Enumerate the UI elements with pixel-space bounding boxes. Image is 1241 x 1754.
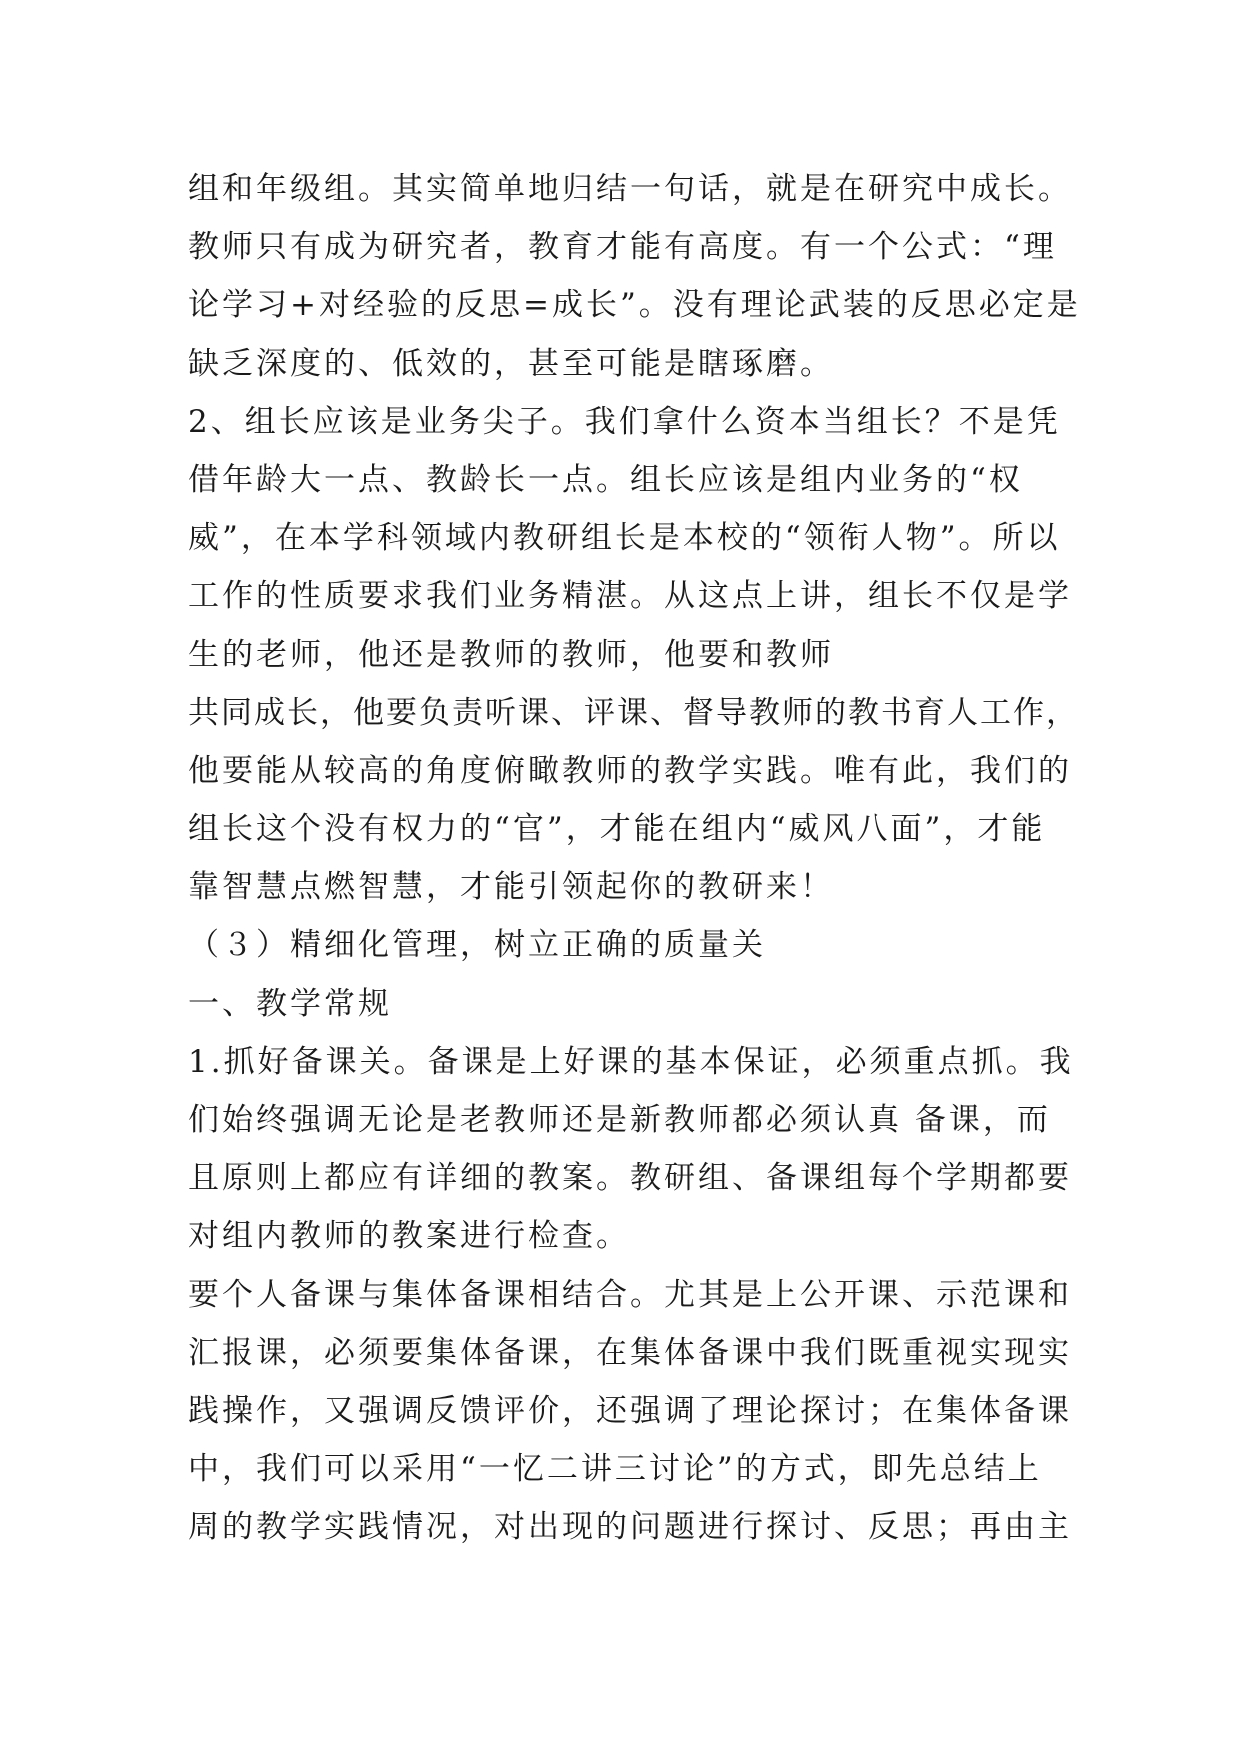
text-line: 论学习+对经验的反思=成长”。没有理论武装的反思必定是 [188,287,1081,324]
text-line: 且原则上都应有详细的教案。教研组、备课组每个学期都要 [188,1160,1072,1197]
text-line: 们始终强调无论是老教师还是新教师都必须认真 备课，而 [188,1102,1051,1138]
text-line: 2、组长应该是业务尖子。我们拿什么资本当组长？不是凭 [188,403,1061,440]
text-line: 教师只有成为研究者，教育才能有高度。有一个公式：“理 [188,229,1057,266]
text-line: 威”，在本学科领域内教研组长是本校的“领衔人物”。所以 [188,520,1061,557]
text-line: 周的教学实践情况，对出现的问题进行探讨、反思；再由主 [188,1509,1072,1546]
text-line: 共同成长，他要负责听课、评课、督导教师的教书育人工作， [188,694,1079,731]
section-heading: 一、教学常规 [188,985,392,1022]
text-line: 中，我们可以采用“一忆二讲三讨论”的方式，即先总结上 [188,1451,1042,1488]
text-line: 1.抓好备课关。备课是上好课的基本保证，必须重点抓。我 [188,1043,1074,1080]
text-line: 对组内教师的教案进行检查。 [188,1218,630,1255]
text-line: 组和年级组。其实简单地归结一句话，就是在研究中成长。 [188,171,1072,207]
text-line: 要个人备课与集体备课相结合。尤其是上公开课、示范课和 [188,1276,1072,1313]
text-line: 组长这个没有权力的“官”，才能在组内“威风八面”，才能 [188,811,1046,848]
text-line: 靠智慧点燃智慧，才能引领起你的教研来！ [188,869,834,906]
section-heading: （３）精细化管理，树立正确的质量关 [188,927,766,964]
text-line: 缺乏深度的、低效的，甚至可能是瞎琢磨。 [188,345,834,382]
text-line: 汇报课，必须要集体备课，在集体备课中我们既重视实现实 [188,1334,1072,1371]
text-line: 工作的性质要求我们业务精湛。从这点上讲，组长不仅是学 [188,578,1072,615]
text-line: 他要能从较高的角度俯瞰教师的教学实践。唯有此，我们的 [188,752,1072,789]
document-body [188,160,1088,1557]
text-line: 生的老师，他还是教师的教师，他要和教师 [188,636,834,673]
text-line: 借年龄大一点、教龄长一点。组长应该是组内业务的“权 [188,461,1023,498]
text-line: 践操作，又强调反馈评价，还强调了理论探讨；在集体备课 [188,1392,1072,1429]
